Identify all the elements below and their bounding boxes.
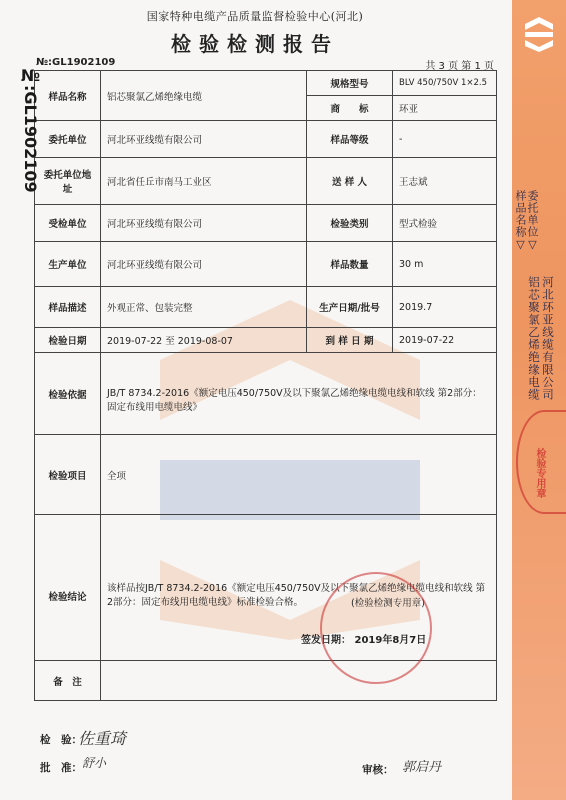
side-sample-value: 铝芯聚氯乙烯绝缘电缆 (527, 276, 541, 401)
grade-label: 样品等级 (307, 121, 393, 158)
sender-label: 送 样 人 (307, 158, 393, 205)
report-table (34, 70, 497, 701)
inspection-date-label: 检验日期 (35, 328, 101, 353)
quantity-label: 样品数量 (307, 242, 393, 287)
side-client-value: 河北环亚线缆有限公司 (541, 276, 555, 401)
approver-label: 批 准： (40, 762, 82, 774)
arrival-date-value: 2019-07-22 (393, 328, 497, 353)
reviewer-label: 审核： (362, 764, 394, 776)
inspection-date-value: 2019-07-22 至 2019-08-07 (101, 328, 307, 353)
arrival-date-label: 到 样 日 期 (307, 328, 393, 353)
items-label: 检验项目 (35, 435, 101, 515)
client-label: 委托单位 (35, 121, 101, 158)
description-value: 外观正常、包装完整 (101, 287, 307, 328)
client-address-value: 河北省任丘市南马工业区 (101, 158, 307, 205)
remarks-value (101, 661, 497, 701)
sign-date: 签发日期： 2019年8月7日 (301, 635, 427, 646)
inspector-signature: 佐重琦 (78, 729, 127, 748)
inspected-unit-label: 受检单位 (35, 205, 101, 242)
sender-value: 王志斌 (393, 158, 497, 205)
model-value: BLV 450/750V 1×2.5 (393, 71, 497, 96)
page-counter: 共 3 页 第 1 页 (425, 61, 494, 72)
client-value: 河北环亚线缆有限公司 (101, 121, 307, 158)
side-seal-text: 检验专用章 (534, 448, 545, 498)
brand-label: 商 标 (307, 96, 393, 121)
report-title: 检验检测报告 (171, 32, 339, 56)
conclusion-label: 检验结论 (35, 515, 101, 661)
basis-label: 检验依据 (35, 353, 101, 435)
brand-value: 环亚 (393, 96, 497, 121)
producer-label: 生产单位 (35, 242, 101, 287)
brand-logo-icon (519, 12, 559, 52)
description-label: 样品描述 (35, 287, 101, 328)
production-date-label: 生产日期/批号 (307, 287, 393, 328)
model-label: 规格型号 (307, 71, 393, 96)
items-value: 全项 (101, 435, 497, 515)
production-date-value: 2019.7 (393, 287, 497, 328)
inspector-label: 检 验： (40, 734, 82, 746)
producer-value: 河北环亚线缆有限公司 (101, 242, 307, 287)
seal-note: (检验检测专用章) (351, 598, 425, 609)
approver-signature: 舒小 (82, 756, 107, 770)
grade-value: - (393, 121, 497, 158)
side-sample-label: 样品名称▽ (514, 190, 527, 252)
remarks-label: 备 注 (35, 661, 101, 701)
category-label: 检验类别 (307, 205, 393, 242)
basis-value: JB/T 8734.2-2016《额定电压450/750V及以下聚氯乙烯绝缘电缆电线和软线 第2部分：固定布线用电缆电线》 (101, 353, 497, 435)
side-client-label: 委托单位▽ (526, 190, 539, 252)
client-address-label: 委托单位地址 (35, 158, 101, 205)
issuer-name: 国家特种电缆产品质量监督检验中心(河北) (146, 10, 364, 23)
conclusion-value: 该样品按JB/T 8734.2-2016《额定电压450/750V及以下聚氯乙烯绝缘电缆电线和软线 第2部分：固定布线用电缆电线》标准检验合格。 (107, 582, 486, 608)
reviewer-signature: 郭启丹 (402, 760, 442, 775)
quantity-value: 30 m (393, 242, 497, 287)
category-value: 型式检验 (393, 205, 497, 242)
report-number: №:GL1902109 (36, 57, 116, 68)
sample-name-label: 样品名称 (35, 71, 101, 121)
inspected-unit-value: 河北环亚线缆有限公司 (101, 205, 307, 242)
sample-name-value: 铝芯聚氯乙烯绝缘电缆 (101, 71, 307, 121)
side-report-number: №:GL1902109 (21, 66, 40, 193)
